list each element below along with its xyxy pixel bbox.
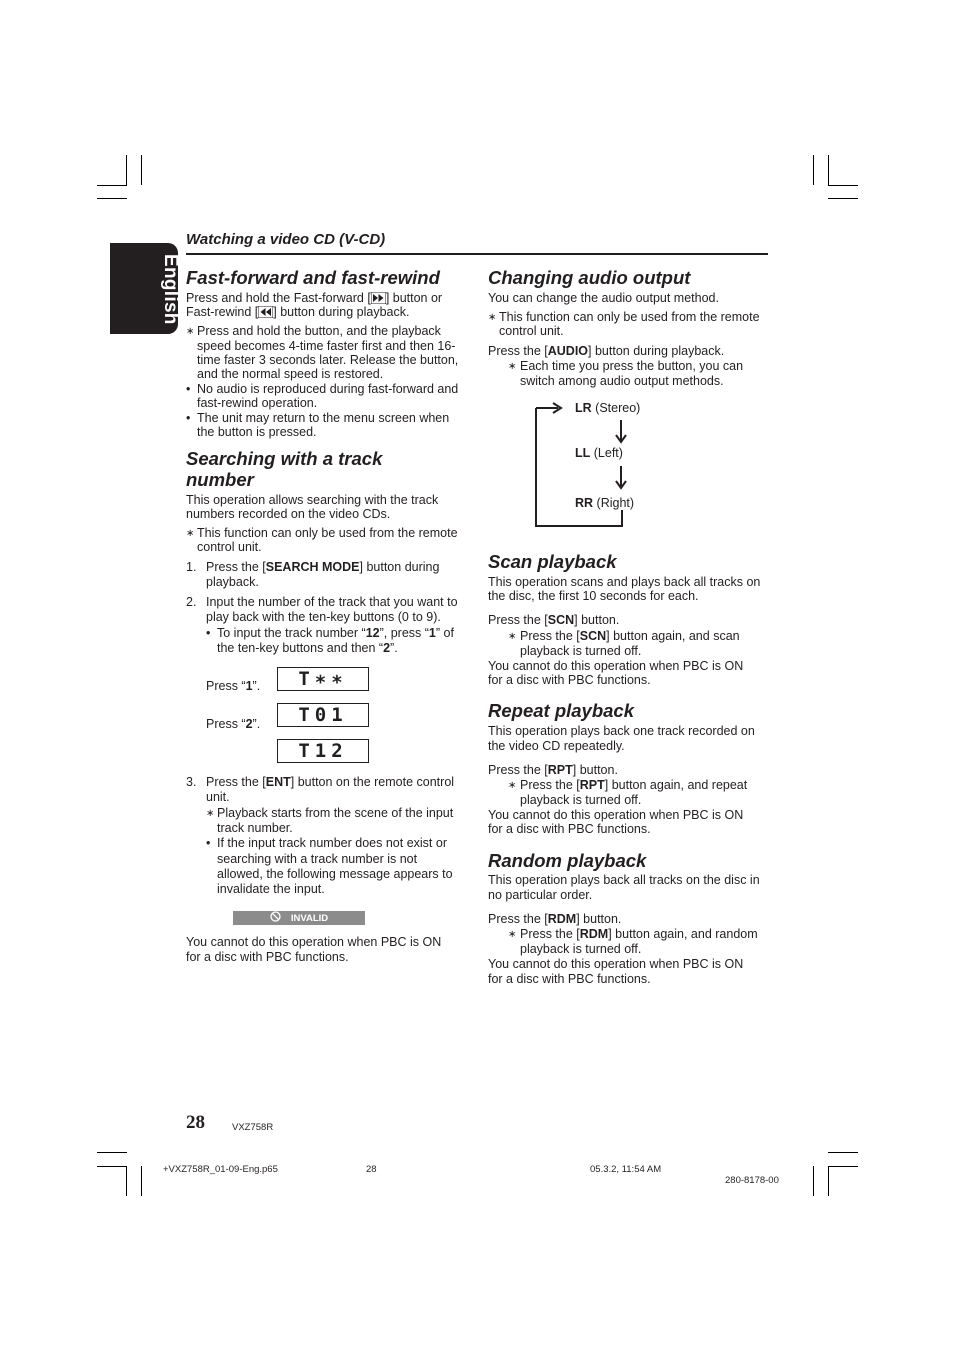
text: ] button during playback.	[588, 344, 725, 358]
step-2: Input the number of the track that you want to	[206, 595, 458, 609]
crop-mark	[813, 1166, 814, 1196]
heading-search-line-2: number	[186, 469, 254, 490]
scan-sub	[520, 629, 740, 644]
text: ] button during	[359, 560, 440, 574]
crop-mark	[97, 198, 127, 199]
text: ] button.	[572, 763, 618, 777]
crop-mark	[97, 1152, 127, 1153]
text: ”, press “	[379, 626, 429, 640]
step-3-note: track number.	[217, 821, 293, 835]
audio-mode-left	[575, 446, 623, 461]
text: ] button or	[385, 291, 443, 305]
audio-press	[488, 344, 724, 359]
crop-mark	[828, 185, 858, 186]
crop-mark	[828, 1166, 829, 1196]
text: (Right)	[596, 496, 635, 510]
audio-sub: switch among audio output methods.	[520, 374, 724, 388]
pbc-note: for a disc with PBC functions.	[488, 673, 651, 687]
text: Press the [	[488, 344, 548, 358]
asterisk-icon: ∗	[488, 312, 497, 323]
button-name: SEARCH MODE	[265, 560, 360, 574]
text: Press “	[206, 679, 246, 693]
text: (Left)	[593, 446, 623, 460]
ff-intro-line-2	[186, 305, 409, 322]
button-name: ENT	[265, 775, 291, 789]
step-1-cont: playback.	[206, 575, 259, 589]
search-intro: This operation allows searching with the track	[186, 493, 439, 507]
step-3-note: Playback starts from the scene of the input	[217, 806, 454, 820]
step-2-sub	[217, 626, 454, 641]
random-sub	[520, 927, 758, 942]
heading-random: Random playback	[488, 850, 647, 871]
text: the ten-key buttons and then “	[217, 641, 384, 655]
lcd-display: T∗∗	[277, 667, 369, 691]
invalid-label: INVALID	[290, 912, 329, 924]
text: Press the [	[488, 613, 548, 627]
text: ”.	[252, 717, 261, 731]
text: Press the [	[206, 560, 266, 574]
crop-mark	[813, 155, 814, 185]
ff-bullet-line: No audio is reproduced during fast-forward and	[197, 382, 459, 396]
crop-mark	[828, 1152, 858, 1153]
crop-mark	[126, 155, 127, 185]
language-tab-label: English	[160, 254, 181, 325]
ff-note-line: Press and hold the button, and the playback	[197, 324, 441, 338]
ff-bullet-line: the button is pressed.	[197, 425, 317, 439]
bullet-icon: •	[206, 836, 211, 850]
repeat-press	[488, 763, 618, 778]
audio-mode-right	[575, 496, 634, 511]
crop-mark	[97, 185, 127, 186]
audio-mode-stereo	[575, 401, 640, 416]
ff-note-line: and the normal speed is restored.	[197, 367, 384, 381]
text: Press the [	[520, 778, 580, 792]
repeat-intro: This operation plays back one track recorded on	[488, 724, 755, 738]
text: 1	[428, 626, 436, 640]
step-3-cont: unit.	[206, 790, 230, 804]
crop-mark	[126, 1166, 127, 1196]
section-rule	[186, 253, 768, 255]
scan-sub: playback is turned off.	[520, 644, 642, 658]
text: Press the [	[520, 927, 580, 941]
scan-intro: This operation scans and plays back all tracks on	[488, 575, 761, 589]
scan-press	[488, 613, 619, 628]
asterisk-icon: ∗	[508, 780, 517, 791]
crop-mark	[141, 1166, 142, 1196]
bullet-icon: •	[206, 626, 211, 640]
text: 2	[245, 717, 253, 731]
pbc-note: You cannot do this operation when PBC is ON	[488, 808, 744, 822]
bullet-icon: •	[186, 382, 191, 396]
pbc-note: for a disc with PBC functions.	[488, 972, 651, 986]
crop-mark	[141, 155, 142, 185]
model-code: VXZ758R	[232, 1122, 274, 1133]
text: ] button again, and scan	[606, 629, 740, 643]
step-2-sub	[217, 641, 398, 656]
heading-scan: Scan playback	[488, 551, 617, 572]
button-name: SCN	[579, 629, 607, 643]
text: ” of	[435, 626, 454, 640]
text: ] button again, and random	[608, 927, 758, 941]
step-number: 1.	[186, 560, 197, 574]
text: Press the [	[488, 912, 548, 926]
text: 1	[245, 679, 253, 693]
press-1-label	[206, 679, 260, 694]
pbc-note: for a disc with PBC functions.	[488, 822, 651, 836]
text: ] button.	[576, 912, 622, 926]
asterisk-icon: ∗	[508, 631, 517, 642]
step-3-note: invalidate the input.	[217, 882, 325, 896]
text: 12	[365, 626, 380, 640]
lcd-display: T01	[277, 703, 369, 727]
ff-note-line: speed becomes 4-time faster first and then 16-	[197, 339, 456, 353]
step-3-note: If the input track number does not exist or	[217, 836, 447, 850]
text: ] button on the remote control	[290, 775, 455, 789]
audio-note: control unit.	[499, 324, 564, 338]
button-name: RPT	[579, 778, 605, 792]
step-3-note: searching with a track number is not	[217, 852, 418, 866]
button-name: SCN	[547, 613, 575, 627]
button-name: RDM	[547, 912, 577, 926]
search-note: control unit.	[197, 540, 262, 554]
text: ”.	[390, 641, 398, 655]
text: (Stereo)	[595, 401, 641, 415]
pbc-note: for a disc with PBC functions.	[186, 950, 349, 964]
text: ”.	[252, 679, 261, 693]
text: Press the [	[206, 775, 266, 789]
text: 2	[383, 641, 391, 655]
button-name: AUDIO	[547, 344, 589, 358]
lcd-display: T12	[277, 739, 369, 763]
step-2: play back with the ten-key buttons (0 to 9).	[206, 610, 441, 624]
repeat-sub	[520, 778, 747, 793]
step-number: 3.	[186, 775, 197, 789]
part-code: 280-8178-00	[725, 1175, 779, 1186]
ff-bullet-line: The unit may return to the menu screen when	[197, 411, 450, 425]
button-name: RDM	[579, 927, 609, 941]
ff-note-line: time faster 3 seconds later. Release the button,	[197, 353, 459, 367]
text: Press “	[206, 717, 246, 731]
heading-fast-forward: Fast-forward and fast-rewind	[186, 267, 440, 288]
button-name: RPT	[547, 763, 573, 777]
asterisk-icon: ∗	[508, 361, 517, 372]
crop-mark	[828, 155, 829, 185]
random-press	[488, 912, 621, 927]
audio-sub: Each time you press the button, you can	[520, 359, 744, 373]
search-note: This function can only be used from the remote	[197, 526, 458, 540]
press-2-label	[206, 717, 260, 732]
pbc-note: You cannot do this operation when PBC is ON	[488, 957, 744, 971]
text: Press the [	[520, 629, 580, 643]
ff-bullet-line: fast-rewind operation.	[197, 396, 318, 410]
scan-intro: the disc, the first 10 seconds for each.	[488, 589, 699, 603]
text: ] button during playback.	[273, 305, 410, 319]
section-title: Watching a video CD (V-CD)	[186, 231, 386, 248]
step-number: 2.	[186, 595, 197, 609]
asterisk-icon: ∗	[206, 808, 215, 819]
crop-mark	[97, 1166, 127, 1167]
text: Press the [	[488, 763, 548, 777]
asterisk-icon: ∗	[186, 326, 195, 337]
text: To input the track number “	[217, 626, 366, 640]
heading-repeat: Repeat playback	[488, 700, 635, 721]
invalid-message	[233, 911, 365, 925]
asterisk-icon: ∗	[186, 528, 195, 539]
file-page: 28	[366, 1164, 377, 1175]
random-sub: playback is turned off.	[520, 942, 642, 956]
step-1	[206, 560, 439, 575]
page-number: 28	[186, 1112, 205, 1133]
fast-rewind-icon	[258, 306, 273, 322]
text: ] button again, and repeat	[604, 778, 748, 792]
asterisk-icon: ∗	[508, 929, 517, 940]
pbc-note: You cannot do this operation when PBC is ON	[186, 935, 442, 949]
repeat-sub: playback is turned off.	[520, 793, 642, 807]
text: LR	[575, 401, 592, 415]
random-intro: This operation plays back all tracks on the disc in	[488, 873, 760, 887]
text: RR	[575, 496, 594, 510]
bullet-icon: •	[186, 411, 191, 425]
crop-mark	[828, 1166, 858, 1167]
heading-search-line-1: Searching with a track	[186, 448, 383, 469]
print-date: 05.3.2, 11:54 AM	[590, 1164, 662, 1175]
prohibited-icon	[270, 911, 281, 925]
audio-note: This function can only be used from the remote	[499, 310, 760, 324]
file-name: +VXZ758R_01-09-Eng.p65	[163, 1164, 278, 1175]
text: ] button.	[574, 613, 620, 627]
crop-mark	[828, 198, 858, 199]
text: Fast-rewind [	[186, 305, 259, 319]
step-3-note: allowed, the following message appears to	[217, 867, 453, 881]
search-intro: numbers recorded on the video CDs.	[186, 507, 391, 521]
heading-audio-output: Changing audio output	[488, 267, 691, 288]
repeat-intro: the video CD repeatedly.	[488, 739, 625, 753]
audio-intro: You can change the audio output method.	[488, 291, 719, 305]
text: LL	[575, 446, 591, 460]
text: Press and hold the Fast-forward [	[186, 291, 371, 305]
pbc-note: You cannot do this operation when PBC is ON	[488, 659, 744, 673]
random-intro: no particular order.	[488, 888, 593, 902]
step-3	[206, 775, 454, 790]
